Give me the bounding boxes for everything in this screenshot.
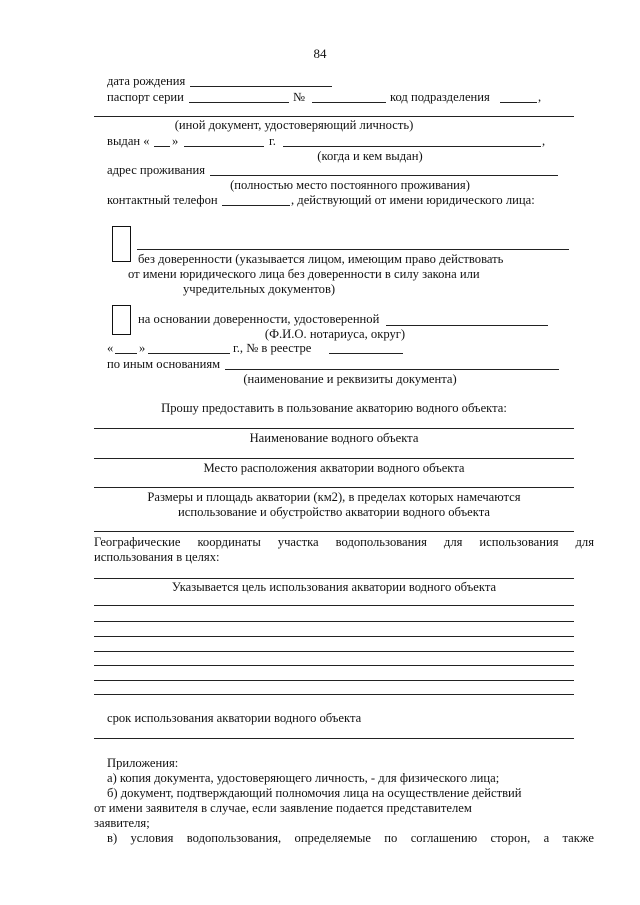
purpose-line[interactable] <box>94 636 574 637</box>
issued-label: выдан « <box>107 134 150 148</box>
subdivision-code-field[interactable] <box>500 102 537 103</box>
attachment-b-2: от имени заявителя в случае, если заявление подается представителем <box>94 801 472 815</box>
coordinates-label-2: использования в целях: <box>94 550 220 564</box>
purpose-line[interactable] <box>94 680 574 681</box>
purpose-line[interactable] <box>94 651 574 652</box>
phone-label: контактный телефон <box>107 193 218 207</box>
purpose-line[interactable] <box>94 665 574 666</box>
without-poa-text-2: от имени юридического лица без доверенности в силу закона или <box>128 267 480 281</box>
with-poa-label: на основании доверенности, удостоверенной <box>138 312 380 326</box>
issued-comma: , <box>542 134 546 148</box>
notary-field[interactable] <box>386 325 548 326</box>
coordinates-label-1: Географические координаты участка водопользования для использования для <box>94 535 594 549</box>
location-field[interactable] <box>94 458 574 459</box>
passport-series-field[interactable] <box>189 102 289 103</box>
purpose-line[interactable] <box>94 694 574 695</box>
size-field[interactable] <box>94 487 574 488</box>
issued-quote-close: » <box>172 134 179 148</box>
birth-date-label: дата рождения <box>107 74 186 88</box>
passport-number-sign: № <box>293 90 306 104</box>
attachments-heading: Приложения: <box>107 756 179 770</box>
passport-number-field[interactable] <box>312 102 386 103</box>
location-caption: Место расположения акватории водного объекта <box>203 461 465 475</box>
without-poa-checkbox[interactable] <box>112 226 131 262</box>
purpose-field[interactable] <box>94 578 574 579</box>
with-poa-checkbox[interactable] <box>112 305 131 335</box>
term-label: срок использования акватории водного объекта <box>107 711 362 725</box>
registry-number-field[interactable] <box>329 353 403 354</box>
purpose-line[interactable] <box>94 605 574 606</box>
attachment-b-3: заявителя; <box>94 816 150 830</box>
page-number: 84 <box>313 46 327 61</box>
other-basis-field[interactable] <box>225 369 559 370</box>
attachment-a: а) копия документа, удостоверяющего личность, - для физического лица; <box>107 771 500 785</box>
phone-field[interactable] <box>222 205 290 206</box>
document-caption: (наименование и реквизиты документа) <box>243 372 457 386</box>
notary-caption: (Ф.И.О. нотариуса, округ) <box>264 327 406 341</box>
address-field[interactable] <box>210 175 558 176</box>
purpose-caption: Указывается цель использования акватории водного объекта <box>171 580 497 594</box>
issued-year-label: г. <box>269 134 276 148</box>
water-body-field[interactable] <box>94 428 574 429</box>
issued-day-field[interactable] <box>154 146 170 147</box>
registry-label: г., № в реестре <box>233 341 312 355</box>
passport-series-label: паспорт серии <box>107 90 184 104</box>
poa-date-open: « <box>107 341 114 355</box>
issued-month-field[interactable] <box>184 146 264 147</box>
attachment-c-1: в) условия водопользования, определяемые по соглашению сторон, а также <box>107 831 594 845</box>
coordinates-field[interactable] <box>94 531 574 532</box>
size-caption-1: Размеры и площадь акватории (км2), в пределах которых намечаются <box>147 490 521 504</box>
without-poa-text-3: учредительных документов) <box>183 282 336 296</box>
issued-by-field[interactable] <box>283 146 541 147</box>
issued-caption: (когда и кем выдан) <box>317 149 423 163</box>
address-caption: (полностью место постоянного проживания) <box>230 178 470 192</box>
poa-month-field[interactable] <box>148 353 230 354</box>
poa-day-field[interactable] <box>115 353 137 354</box>
attachment-b-1: б) документ, подтверждающий полномочия лица на осуществление действий <box>107 786 522 800</box>
other-basis-label: по иным основаниям <box>107 357 221 371</box>
address-label: адрес проживания <box>107 163 206 177</box>
other-document-field[interactable] <box>94 116 574 117</box>
poa-date-close: » <box>139 341 146 355</box>
water-body-caption: Наименование водного объекта <box>249 431 419 445</box>
size-caption-2: использование и обустройство акватории водного объекта <box>178 505 490 519</box>
without-poa-name-field[interactable] <box>137 249 569 250</box>
comma: , <box>538 90 542 104</box>
birth-date-field[interactable] <box>190 86 332 87</box>
purpose-line[interactable] <box>94 621 574 622</box>
without-poa-text-1: без доверенности (указывается лицом, имеющим право действовать <box>138 252 504 266</box>
phone-suffix: , действующий от имени юридического лица: <box>291 193 535 207</box>
subdivision-code-label: код подразделения <box>390 90 490 104</box>
term-field[interactable] <box>94 738 574 739</box>
request-intro: Прошу предоставить в пользование акваторию водного объекта: <box>161 401 507 415</box>
other-document-caption: (иной документ, удостоверяющий личность) <box>174 118 414 132</box>
